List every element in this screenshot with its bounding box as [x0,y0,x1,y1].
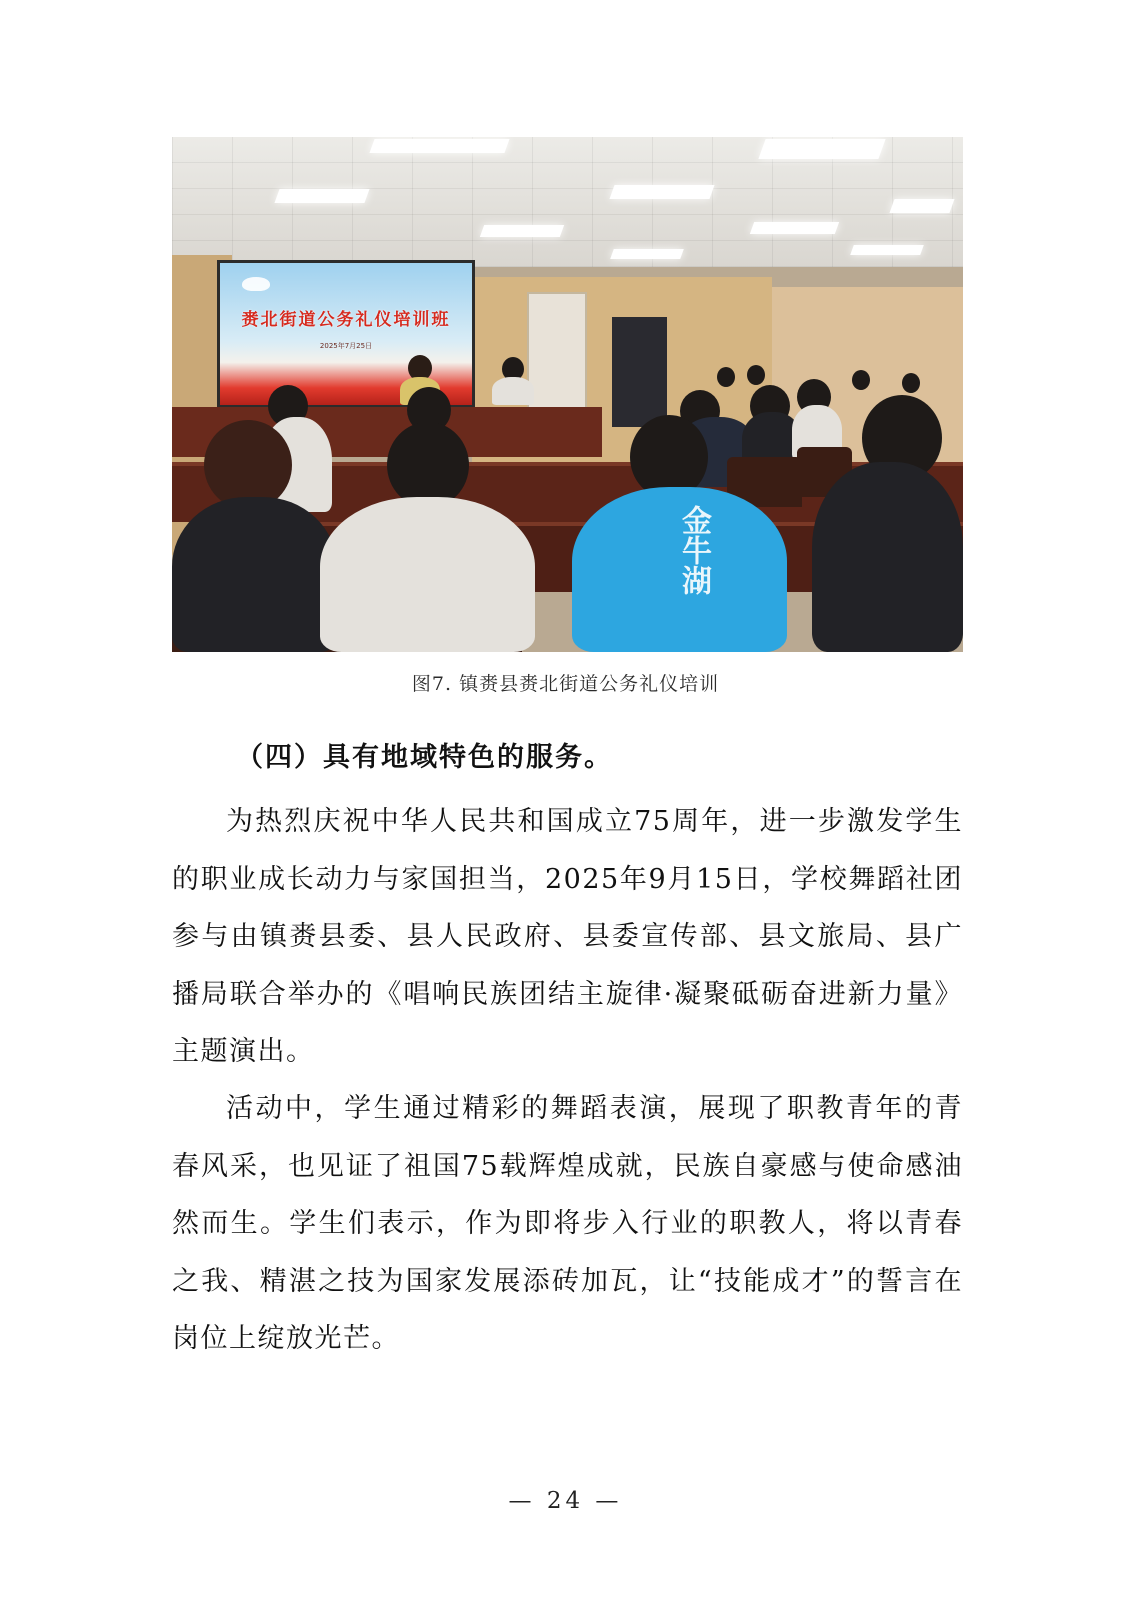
ceiling-light [850,245,924,255]
section-heading: （四）具有地域特色的服务。 [236,742,613,773]
ceiling-light [480,225,564,237]
ceiling-light [369,139,509,153]
page-number: — 24 — [508,1488,623,1514]
shirt-logo: 金牛湖 [676,505,711,595]
host [492,377,534,405]
screen-title: 赉北街道公务礼仪培训班 [241,310,451,330]
ceiling-light [750,222,839,234]
ceiling-light [758,139,885,159]
audience-member [172,497,337,652]
screen-date: 2025年7月25日 [319,342,373,350]
ceiling-light [610,249,684,259]
audience-head [717,367,735,387]
equipment-rack [612,317,667,427]
ceiling-light [889,199,954,213]
audience-member [320,497,535,652]
audience-head [902,373,920,393]
ceiling-light [609,185,714,199]
figure-photo [172,137,963,652]
audience-member-blue-shirt [572,487,787,652]
dove-icon [242,277,270,291]
ceiling-light [274,189,369,203]
door [527,292,587,422]
body-paragraph: 为热烈庆祝中华人民共和国成立75周年，进一步激发学生的职业成长动力与家国担当，2025年9月15日，学校舞蹈社团参与由镇赉县委、县人民政府、县委宣传部、县文旅局、县广播局联合举办的《唱响民族团结主旋律·凝聚砥砺奋进新力量》主题演出。 [172,806,963,1067]
audience-head [852,370,870,390]
audience-head [747,365,765,385]
audience-member [812,462,963,652]
figure-caption: 图7. 镇赉县赉北街道公务礼仪培训 [411,673,720,695]
audience-head [387,422,469,508]
body-paragraph: 活动中，学生通过精彩的舞蹈表演，展现了职教青年的青春风采，也见证了祖国75载辉煌成就，民族自豪感与使命感油然而生。学生们表示，作为即将步入行业的职教人，将以青春之我、精湛之技为国家发展添砖加瓦，让“技能成才”的誓言在岗位上绽放光芒。 [172,1093,963,1354]
